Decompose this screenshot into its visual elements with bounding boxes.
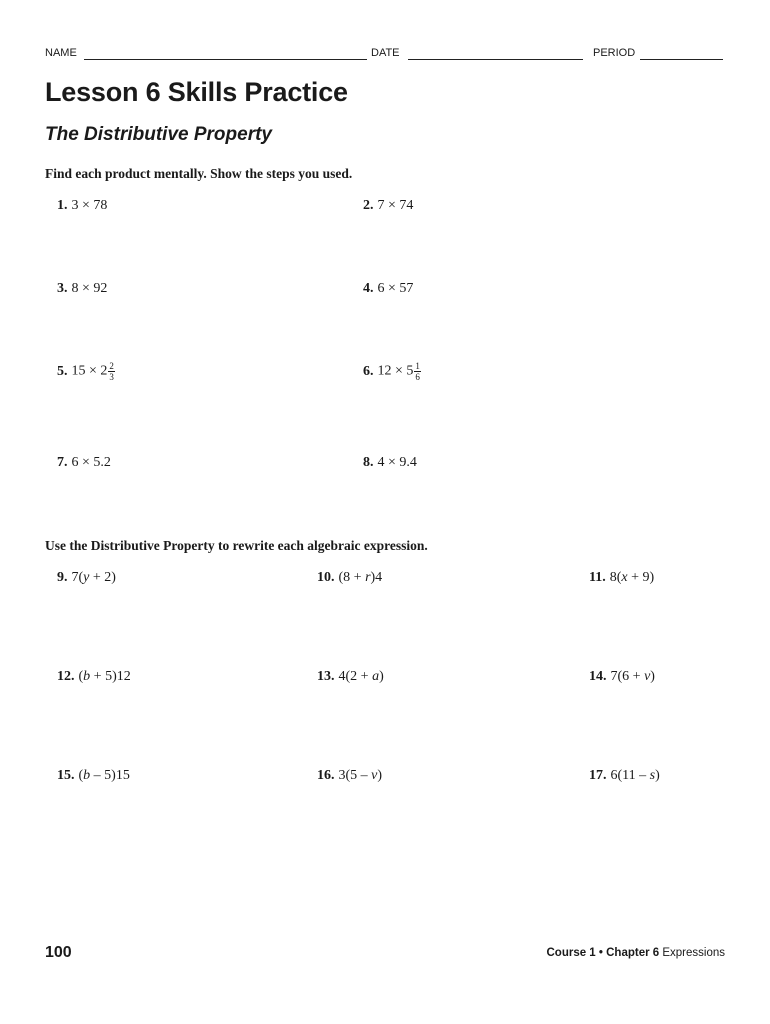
expression-part: 7(6 + [610,669,645,684]
problem-expression: 4 × 9.4 [377,455,417,470]
fraction-denominator: 3 [109,372,114,382]
problem-expression: 12 × 5 [377,363,414,379]
expression-part: ) [650,669,655,684]
fraction [414,361,421,382]
name-blank [84,59,367,60]
problem-11 [589,570,654,586]
problem-number: 12. [57,669,75,684]
expression-part: ) [377,768,383,783]
problem-number: 15. [57,768,75,783]
expression-part: 6(11 – [610,768,650,783]
period-blank [640,59,723,60]
page-title: Lesson 6 Skills Practice [45,77,348,107]
problem-number: 8. [363,455,374,470]
problem-2 [363,198,413,214]
section1-instruction: Find each product mentally. Show the steps you used. [45,166,353,181]
variable: a [372,669,380,684]
page-subtitle: The Distributive Property [45,124,272,145]
footer-course [546,947,725,959]
problem-13 [317,669,384,685]
problem-number: 4. [363,281,374,296]
date-blank [408,59,583,60]
variable: v [644,669,651,684]
problem-6 [363,361,421,382]
period-label: PERIOD [593,47,636,59]
problem-expression: 6 × 5.2 [71,455,111,470]
problem-4 [363,281,413,297]
expression-part: + 9) [627,570,655,585]
problem-number: 13. [317,669,335,684]
problem-14 [589,669,655,685]
problem-10 [317,570,382,586]
problem-7 [57,455,111,471]
expression-part: ) [655,768,660,783]
fraction-denominator: 6 [415,372,420,382]
problem-17 [589,768,660,784]
problem-3 [57,281,107,297]
problem-number: 5. [57,363,68,379]
problem-expression: 15 × 2 [71,363,108,379]
problem-number: 6. [363,363,374,379]
problem-number: 7. [57,455,68,470]
date-label: DATE [371,47,400,59]
variable: r [365,570,371,585]
problem-12 [57,669,131,685]
problem-number: 14. [589,669,607,684]
problem-15 [57,768,130,784]
problem-expression: 7 × 74 [377,198,414,213]
problem-8 [363,455,417,471]
course-chapter: Course 1 • Chapter 6 [546,947,660,959]
expression-part: + 5)12 [90,669,131,684]
expression-part: ) [379,669,384,684]
variable: x [621,570,628,585]
problem-1 [57,198,107,214]
problem-number: 9. [57,570,68,585]
expression-part: ( [78,768,84,783]
expression-part: + 2) [89,570,116,585]
page-number: 100 [45,944,72,961]
variable: b [83,768,91,783]
problem-number: 11. [589,570,606,585]
chapter-title: Expressions [659,947,725,959]
problem-number: 17. [589,768,607,783]
expression-part: 7( [71,570,84,585]
problem-expression: 8 × 92 [71,281,108,296]
problem-number: 1. [57,198,68,213]
expression-part: – 5)15 [90,768,130,783]
name-label: NAME [45,47,77,59]
variable: y [83,570,90,585]
problem-number: 2. [363,198,374,213]
problem-16 [317,768,382,784]
problem-5 [57,361,115,382]
expression-part: (8 + [338,570,366,585]
variable: v [371,768,378,783]
problem-expression: 3 × 78 [71,198,108,213]
problem-number: 10. [317,570,335,585]
variable: s [649,768,656,783]
section2-instruction: Use the Distributive Property to rewrite each algebraic expression. [45,538,428,553]
problem-9 [57,570,116,586]
expression-part: 8( [609,570,622,585]
expression-part: 3(5 – [338,768,372,783]
fraction-numerator: 1 [415,361,420,371]
variable: b [83,669,91,684]
problem-number: 3. [57,281,68,296]
fraction-numerator: 2 [109,361,114,371]
expression-part: 4(2 + [338,669,373,684]
expression-part: )4 [370,570,383,585]
problem-number: 16. [317,768,335,783]
expression-part: ( [78,669,84,684]
fraction [108,361,115,382]
problem-expression: 6 × 57 [377,281,414,296]
